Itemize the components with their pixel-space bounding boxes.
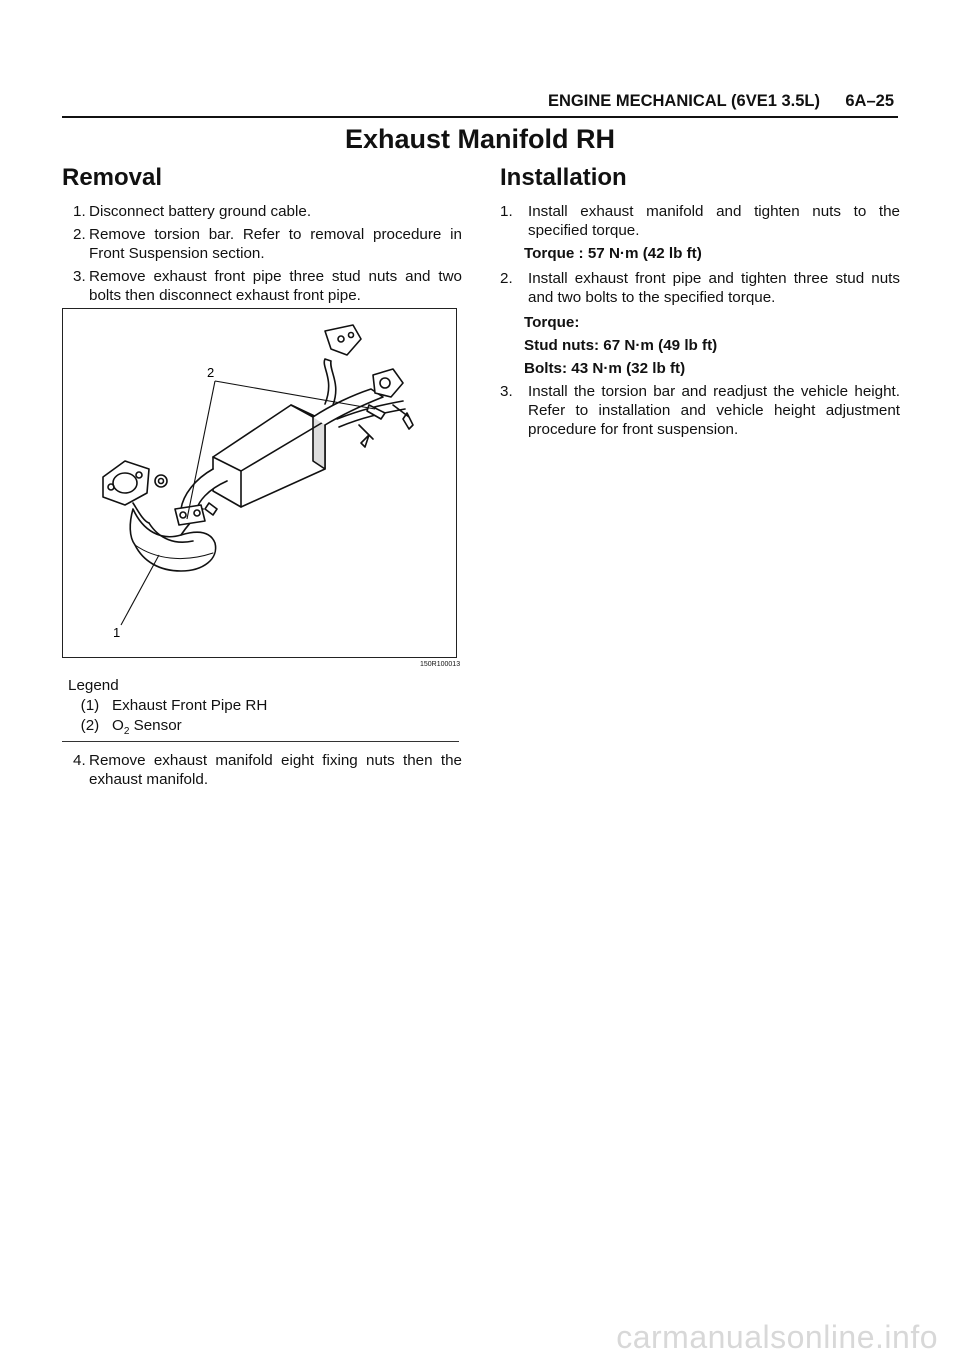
- step-text: Remove torsion bar. Refer to removal procedure in Front Suspension section.: [89, 226, 462, 262]
- legend-label: $O_2$ Sensor: [112, 717, 182, 738]
- removal-step-1: [62, 202, 462, 221]
- legend-title: Legend: [68, 677, 119, 694]
- step-text: Install exhaust front pipe and tighten three stud nuts and two bolts to the specified torque.: [528, 270, 900, 306]
- step-number: 1.: [500, 203, 513, 220]
- legend-key: (2): [80, 717, 100, 734]
- step-number: 3.: [500, 383, 513, 400]
- exhaust-diagram: [63, 309, 458, 659]
- torque-spec-1: Torque : 57 N·m (42 lb ft): [524, 245, 702, 262]
- legend-item-2: [68, 716, 458, 742]
- legend: [68, 676, 458, 742]
- step-number: 1.: [73, 203, 86, 220]
- removal-step-4: [62, 751, 462, 789]
- installation-step-3: [500, 382, 900, 439]
- installation-step-1: [500, 202, 900, 240]
- step-text: Install the torsion bar and readjust the vehicle height. Refer to installation and vehicle height adjustment procedure for front suspension.: [528, 383, 900, 438]
- figure-code: 150R100013: [420, 661, 461, 668]
- step-number: 2.: [500, 270, 513, 287]
- right-flange: [373, 369, 403, 397]
- leader-line-2b: [215, 381, 375, 409]
- removal-heading: Removal: [62, 164, 163, 191]
- exhaust-pipe-illustration: [62, 308, 457, 658]
- step-number: 2.: [73, 226, 86, 243]
- legend-divider: [62, 741, 459, 742]
- page-title: Exhaust Manifold RH: [344, 124, 615, 154]
- page-number: 6A–25: [845, 92, 894, 110]
- muffler-body: [213, 405, 325, 507]
- step-text: Remove exhaust manifold eight fixing nuts then the exhaust manifold.: [89, 752, 462, 788]
- step-text: Disconnect battery ground cable.: [89, 203, 312, 220]
- legend-label: Exhaust Front Pipe RH: [112, 697, 268, 714]
- leader-line-1: [121, 555, 159, 625]
- step-text: Install exhaust manifold and tighten nuts to the specified torque.: [528, 203, 900, 239]
- step-number: 4.: [73, 752, 86, 769]
- callout-2: 2: [207, 365, 215, 380]
- nut: [155, 475, 167, 487]
- legend-key: (1): [80, 697, 100, 714]
- left-flange: [103, 461, 149, 505]
- step-text: Remove exhaust front pipe three stud nuts and two bolts then disconnect exhaust front pipe.: [89, 268, 462, 304]
- removal-step-3: [62, 267, 462, 305]
- footer-watermark: carmanualsonline.info: [616, 1319, 938, 1355]
- torque-spec-2-label: Torque:: [524, 314, 580, 331]
- torque-spec-2-bolts: Bolts: 43 N·m (32 lb ft): [524, 360, 686, 377]
- callout-1: 1: [113, 625, 121, 640]
- legend-item-1: [68, 696, 458, 716]
- removal-column: [62, 164, 462, 309]
- section-title: ENGINE MECHANICAL (6VE1 3.5L): [548, 92, 820, 110]
- installation-step-2: [500, 269, 900, 307]
- installation-heading: Installation: [500, 164, 627, 191]
- removal-step-4-wrap: [62, 751, 462, 793]
- page-header: [62, 92, 898, 118]
- installation-column: [500, 164, 900, 443]
- removal-step-2: [62, 225, 462, 263]
- step-number: 3.: [73, 268, 86, 285]
- torque-spec-2-stud: Stud nuts: 67 N·m (49 lb ft): [524, 337, 718, 354]
